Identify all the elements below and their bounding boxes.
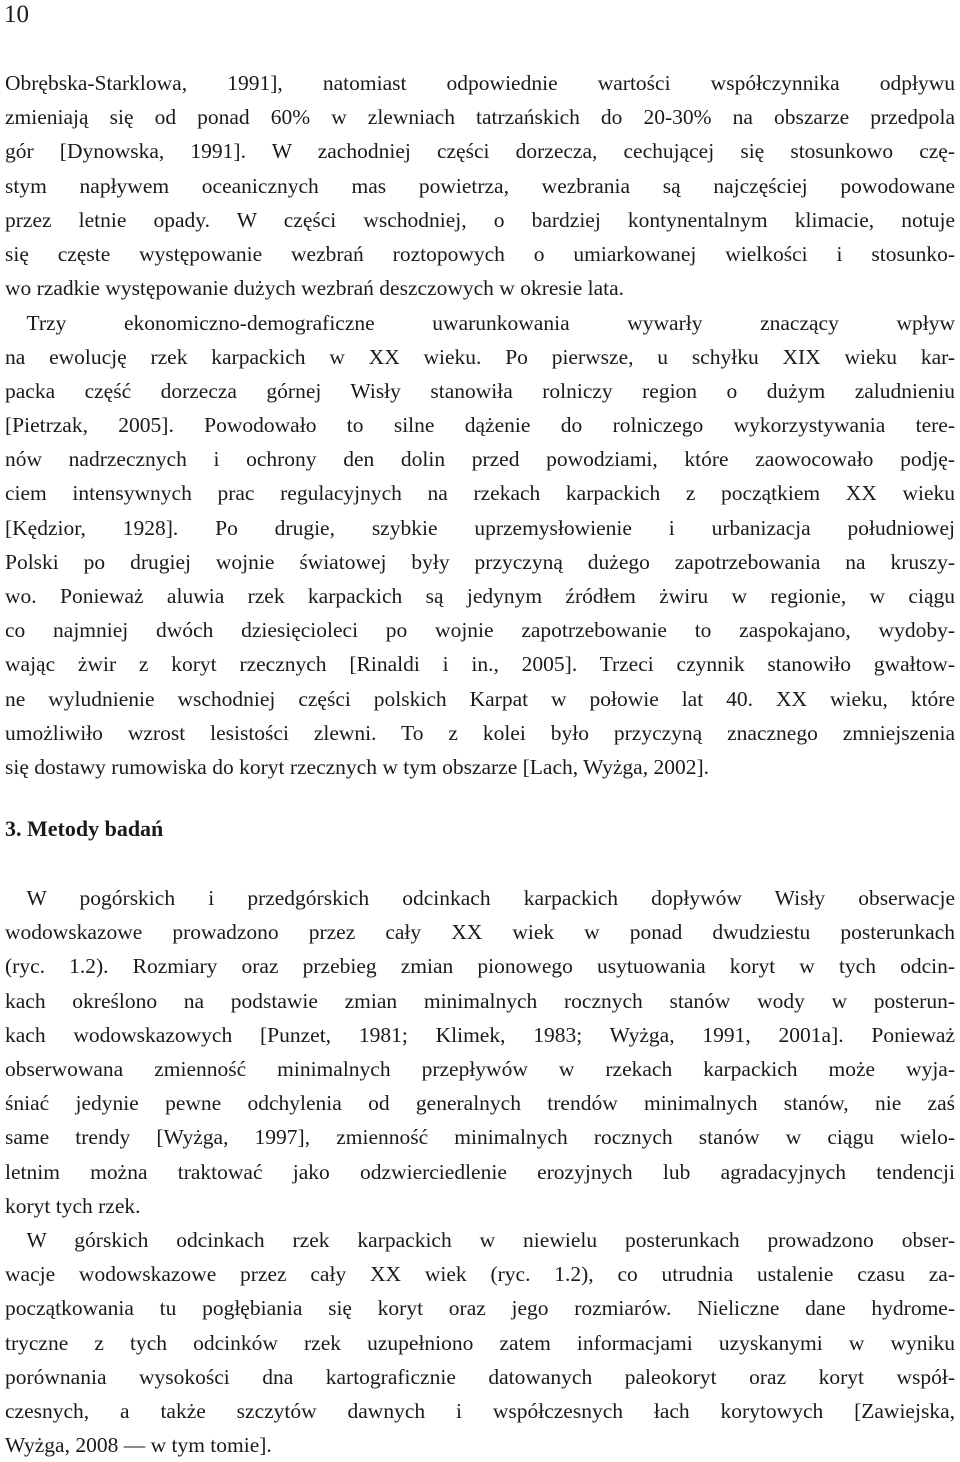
text-line: (ryc. 1.2). Rozmiary oraz przebieg zmian pionowego usytuowania koryt w tych odcin-	[5, 954, 955, 979]
text-line: Polski po drugiej wojnie światowej były przyczyną dużego zapotrzebowania na kruszy-	[5, 549, 955, 574]
text-line: wo. Ponieważ aluwia rzek karpackich są jedynym źródłem żwiru w regionie, w ciągu	[5, 584, 955, 608]
text-line: W pogórskich i przedgórskich odcinkach karpackich dopływów Wisły obserwacje	[5, 886, 955, 910]
text-line: stym napływem oceanicznych mas powietrza, wezbrania są najczęściej powodowane	[5, 173, 955, 198]
text-line: koryt tych rzek.	[5, 1193, 141, 1218]
text-line: ne wyludnienie wschodniej części polskich Karpat w połowie lat 40. XX wieku, które	[5, 686, 955, 711]
text-line: przez letnie opady. W części wschodniej, o bardziej kontynentalnym klimacie, notuje	[5, 207, 955, 232]
text-line: wodowskazowe prowadzono przez cały XX wiek w ponad dwudziestu posterunkach	[5, 920, 955, 945]
text-line: zmieniają się od ponad 60% w zlewniach tatrzańskich do 20-30% na obszarze przedpola	[5, 105, 955, 130]
text-line: umożliwiło wzrost lesistości zlewni. To z kolei było przyczyną znacznego zmniejszenia	[5, 720, 955, 745]
text-line: czesnych, a także szczytów dawnych i współczesnych łach korytowych [Zawiejska,	[5, 1398, 955, 1423]
body-paragraph-3	[5, 881, 955, 1223]
text-line: śniać jedynie pewne odchylenia od generalnych trendów minimalnych stanów, nie zaś	[5, 1091, 955, 1116]
page-number: 10	[4, 1, 29, 28]
body-paragraph-2	[5, 306, 955, 785]
body-paragraph-1	[5, 66, 955, 305]
text-line: wo rzadkie występowanie dużych wezbrań deszczowych w okresie lata.	[5, 276, 625, 301]
text-line: wając żwir z koryt rzecznych [Rinaldi i in., 2005]. Trzeci czynnik stanowiło gwałtow-	[5, 652, 955, 677]
body-paragraph-4	[5, 1223, 955, 1462]
text-line: [Kędzior, 1928]. Po drugie, szybkie uprzemysłowienie i urbanizacja południowej	[5, 515, 955, 540]
text-line: W górskich odcinkach rzek karpackich w niewielu posterunkach prowadzono obser-	[5, 1228, 955, 1252]
text-line: kach określono na podstawie zmian minimalnych rocznych stanów wody w posterun-	[5, 988, 955, 1013]
text-line: nów nadrzecznych i ochrony den dolin przed powodziami, które zaowocowało podję-	[5, 447, 955, 472]
text-line: same trendy [Wyżga, 1997], zmienność minimalnych rocznych stanów w ciągu wielo-	[5, 1125, 955, 1150]
text-line: początkowania tu pogłębiania się koryt oraz jego rozmiarów. Nieliczne dane hydrome-	[5, 1296, 955, 1321]
text-line: na ewolucję rzek karpackich w XX wieku. Po pierwsze, u schyłku XIX wieku kar-	[5, 344, 955, 369]
text-line: gór [Dynowska, 1991]. W zachodniej części dorzecza, cechującej się stosunkowo czę-	[5, 139, 955, 164]
text-line: [Pietrzak, 2005]. Powodowało to silne dążenie do rolniczego wykorzystywania tere-	[5, 413, 955, 438]
text-line: packa część dorzecza górnej Wisły stanowiła rolniczy region o dużym zaludnieniu	[5, 378, 955, 403]
text-line: co najmniej dwóch dziesięcioleci po wojnie zapotrzebowanie to zaspokajano, wydoby-	[5, 618, 955, 643]
text-line: kach wodowskazowych [Punzet, 1981; Klimek, 1983; Wyżga, 1991, 2001a]. Ponieważ	[5, 1022, 955, 1047]
text-line: letnim można traktować jako odzwierciedlenie erozyjnych lub agradacyjnych tendencji	[5, 1159, 955, 1184]
text-line: się dostawy rumowiska do koryt rzecznych w tym obszarze [Lach, Wyżga, 2002].	[5, 754, 709, 779]
text-line: obserwowana zmienność minimalnych przepływów w rzekach karpackich może wyja-	[5, 1056, 955, 1081]
text-line: tryczne z tych odcinków rzek uzupełniono zatem informacjami uzyskanymi w wyniku	[5, 1330, 955, 1355]
section-heading: 3. Metody badań	[5, 816, 164, 841]
text-line: się częste występowanie wezbrań roztopowych o umiarkowanej wielkości i stosunko-	[5, 241, 955, 266]
text-line: wacje wodowskazowe przez cały XX wiek (ryc. 1.2), co utrudnia ustalenie czasu za-	[5, 1262, 955, 1287]
text-line: Wyżga, 2008 — w tym tomie].	[5, 1433, 272, 1458]
text-line: Obrębska-Starklowa, 1991], natomiast odpowiednie wartości współczynnika odpływu	[5, 71, 955, 95]
text-line: ciem intensywnych prac regulacyjnych na rzekach karpackich z początkiem XX wieku	[5, 481, 955, 506]
text-line: Trzy ekonomiczno-demograficzne uwarunkowania wywarły znaczący wpływ	[5, 310, 955, 335]
text-line: porównania wysokości dna kartograficznie datowanych paleokoryt oraz koryt współ-	[5, 1364, 955, 1389]
